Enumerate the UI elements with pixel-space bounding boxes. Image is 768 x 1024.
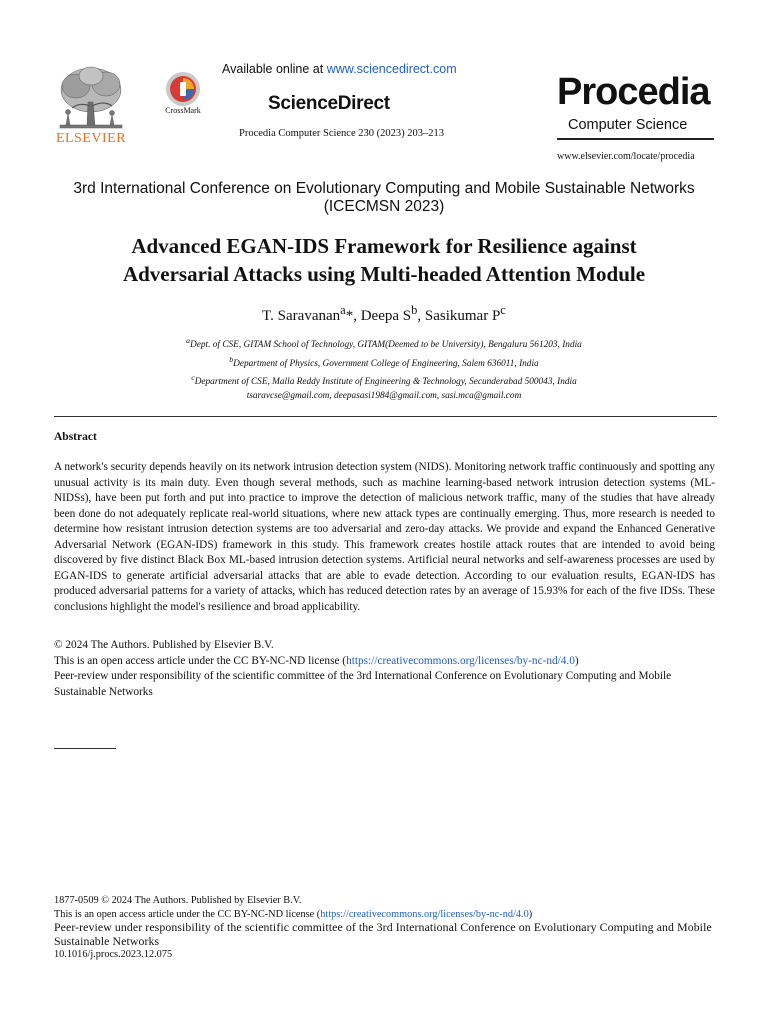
affiliation-line xyxy=(60,371,708,390)
affiliation-text: Department of Physics, Government College of Engineering, Salem 636011, India xyxy=(233,358,539,369)
peer-review-line: Peer-review under responsibility of the scientific committee of the 3rd International Conference on Evolutionary Computing and Mobile Sustainable Networks xyxy=(54,670,672,698)
available-online xyxy=(222,62,457,76)
license-block xyxy=(54,638,717,700)
affiliation-mark: a xyxy=(186,336,191,345)
license-suffix: ) xyxy=(574,654,579,667)
abstract-body: A network's security depends heavily on its network intrusion detection system (NIDS). Monitoring network traffic continuously and spotting any unusual activity is its main duty. Even though several methods, such as machine learning-based network intrusion detection systems (ML-NIDSs), have been put forth and put into practice to improve the detection of malicious network traffic, many of the studies that have already been done do not adequately replicate real-world situations, where new attack types are continually emerging. Thus, more research is needed to determine how resistant intrusion detection systems are too adversarial and zero-day attacks. We provide and expand the Enhanced Generative Adversarial Network (EGAN-IDS) framework in this study. This framework creates hostile attack routes that are intended to avoid being discovered by five distinct Black Box ML-based intrusion detection systems. Artificial neural networks and self-awareness processes are used by EGAN-IDS to generate artificial adversarial attacks that are able to evade detection. According to our evaluation results, EGAN-IDS has produced adversarial patterns for a variety of attacks, which has reduced detection rates by an average of 15.93% for each of the five IDSs. These conclusions highlight the model's resilience and broad applicability. xyxy=(54,461,715,613)
affiliations xyxy=(60,334,708,403)
author-separator: , xyxy=(417,308,425,324)
sciencedirect-wordmark: ScienceDirect xyxy=(268,93,390,114)
author-name: Deepa S xyxy=(360,308,412,324)
footer-peer-review: Peer-review under responsibility of the scientific committee of the 3rd International Conference on Evolutionary Computing and Mobile Sustainable Networks xyxy=(54,920,712,948)
author-list xyxy=(60,303,708,325)
footer-license-line xyxy=(54,908,717,922)
procedia-subtitle: Computer Science xyxy=(568,117,688,133)
page-footer xyxy=(54,894,717,962)
license-prefix: This is an open access article under the CC BY-NC-ND license ( xyxy=(54,654,347,667)
affiliation-text: Dept. of CSE, GITAM School of Technology, GITAM(Deemed to be University), Bengaluru 561203, India xyxy=(190,340,582,351)
procedia-divider xyxy=(557,138,714,140)
doi[interactable]: 10.1016/j.procs.2023.12.075 xyxy=(54,949,173,960)
license-line xyxy=(54,654,717,670)
crossmark-label: CrossMark xyxy=(165,106,201,115)
author-emails: tsaravcse@gmail.com, deepasasi1984@gmail.com, sasi.mca@gmail.com xyxy=(246,390,522,401)
procedia-wordmark: Procedia xyxy=(557,71,710,113)
copyright-line: © 2024 The Authors. Published by Elsevier B.V. xyxy=(54,639,274,651)
issn-line: 1877-0509 © 2024 The Authors. Published by Elsevier B.V. xyxy=(54,895,302,906)
author-affiliation-mark: b xyxy=(411,303,418,317)
affiliation-mark: b xyxy=(229,354,234,364)
title-line-1: Advanced EGAN-IDS Framework for Resilience against xyxy=(131,234,637,258)
affiliation-text: Department of CSE, Malla Reddy Institute of Engineering & Technology, Secunderabad 500043, India xyxy=(194,377,577,388)
footnote-divider xyxy=(54,748,116,749)
sciencedirect-link[interactable]: www.sciencedirect.com xyxy=(326,62,457,76)
author-name: Sasikumar P xyxy=(424,308,501,324)
conference-name: 3rd International Conference on Evolutionary Computing and Mobile Sustainable Networks (ICECMSN 2023) xyxy=(73,180,695,215)
available-online-prefix: Available online at xyxy=(222,62,324,76)
author-separator: *, xyxy=(345,308,361,324)
elsevier-wordmark: ELSEVIER xyxy=(55,131,127,146)
author-affiliation-mark: a xyxy=(340,303,346,317)
section-divider xyxy=(54,416,717,417)
footer-license-link[interactable]: https://creativecommons.org/licenses/by-nc-nd/4.0 xyxy=(320,908,529,920)
title-line-2: Adversarial Attacks using Multi-headed Attention Module xyxy=(122,262,646,286)
author-name: T. Saravanan xyxy=(262,308,341,324)
footer-license-prefix: This is an open access article under the CC BY-NC-ND license ( xyxy=(54,908,321,920)
license-link[interactable]: https://creativecommons.org/licenses/by-nc-nd/4.0 xyxy=(346,654,575,667)
affiliation-line xyxy=(60,334,708,353)
journal-citation: Procedia Computer Science 230 (2023) 203–213 xyxy=(239,128,444,139)
paper-title xyxy=(60,232,708,288)
affiliation-line xyxy=(60,353,708,372)
elsevier-journal-url[interactable]: www.elsevier.com/locate/procedia xyxy=(557,151,695,162)
author-affiliation-mark: c xyxy=(500,303,506,317)
footer-license-suffix: ) xyxy=(528,908,533,920)
affiliation-mark: c xyxy=(191,373,195,383)
abstract-heading: Abstract xyxy=(54,431,97,443)
